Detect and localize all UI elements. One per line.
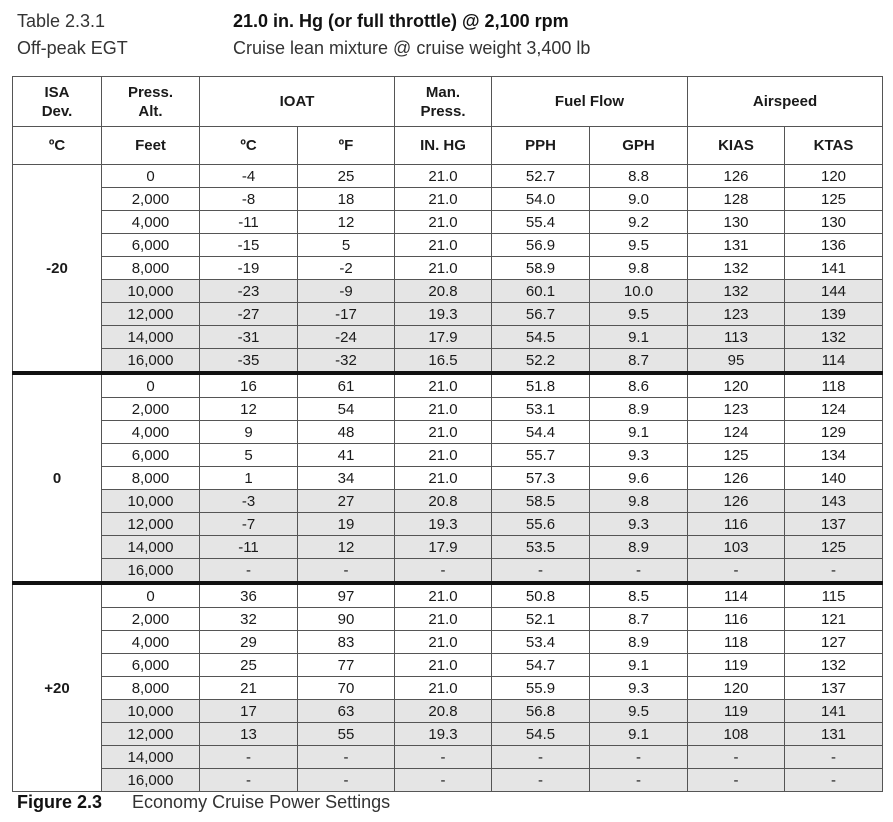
table-row — [13, 677, 883, 700]
table-cell: 8.9 — [590, 631, 688, 654]
table-cell: 12,000 — [102, 723, 200, 746]
table-cell: - — [395, 746, 492, 769]
table-row — [13, 349, 883, 374]
table-row — [13, 398, 883, 421]
table-cell: 141 — [785, 700, 883, 723]
table-cell: 9.3 — [590, 677, 688, 700]
table-cell: - — [200, 559, 298, 584]
table-cell: -7 — [200, 513, 298, 536]
table-row — [13, 234, 883, 257]
table-cell: 53.1 — [492, 398, 590, 421]
table-cell: 12 — [200, 398, 298, 421]
table-cell: 115 — [785, 583, 883, 608]
table-cell: 16.5 — [395, 349, 492, 374]
table-cell: 0 — [102, 583, 200, 608]
table-cell: 21.0 — [395, 444, 492, 467]
table-row — [13, 513, 883, 536]
table-cell: 29 — [200, 631, 298, 654]
table-cell: -4 — [200, 165, 298, 188]
figure-caption — [17, 790, 390, 814]
table-cell: 130 — [688, 211, 785, 234]
table-cell: 10,000 — [102, 280, 200, 303]
table-cell: -15 — [200, 234, 298, 257]
table-cell: -27 — [200, 303, 298, 326]
table-row — [13, 723, 883, 746]
table-cell: 32 — [200, 608, 298, 631]
table-cell: 19 — [298, 513, 395, 536]
table-cell: 21.0 — [395, 165, 492, 188]
unit-kias: KIAS — [688, 127, 785, 165]
table-cell: 41 — [298, 444, 395, 467]
table-cell: 55.4 — [492, 211, 590, 234]
table-cell: -19 — [200, 257, 298, 280]
table-cell: 134 — [785, 444, 883, 467]
table-cell: 14,000 — [102, 746, 200, 769]
table-cell: 21.0 — [395, 234, 492, 257]
unit-ioat-c: ºC — [200, 127, 298, 165]
table-cell: 6,000 — [102, 234, 200, 257]
table-body — [13, 165, 883, 792]
table-cell: 125 — [785, 188, 883, 211]
unit-ioat-f: ºF — [298, 127, 395, 165]
table-cell: 129 — [785, 421, 883, 444]
table-cell: 77 — [298, 654, 395, 677]
table-cell: 9.1 — [590, 654, 688, 677]
table-cell: 53.4 — [492, 631, 590, 654]
table-cell: 121 — [785, 608, 883, 631]
table-cell: 21.0 — [395, 211, 492, 234]
table-cell: 21 — [200, 677, 298, 700]
table-cell: 5 — [298, 234, 395, 257]
table-cell: - — [492, 769, 590, 792]
unit-in-hg: IN. HG — [395, 127, 492, 165]
table-cell: 118 — [785, 373, 883, 398]
table-cell: 113 — [688, 326, 785, 349]
table-cell: 52.2 — [492, 349, 590, 374]
table-row — [13, 559, 883, 584]
table-cell: 8,000 — [102, 467, 200, 490]
table-row — [13, 373, 883, 398]
table-cell: 137 — [785, 677, 883, 700]
table-cell: 63 — [298, 700, 395, 723]
table-cell: -17 — [298, 303, 395, 326]
table-cell: 9.3 — [590, 513, 688, 536]
table-row — [13, 211, 883, 234]
isa-dev-cell: -20 — [13, 165, 102, 374]
table-cell: 21.0 — [395, 467, 492, 490]
table-cell: 20.8 — [395, 280, 492, 303]
table-cell: -32 — [298, 349, 395, 374]
col-ioat: IOAT — [200, 77, 395, 127]
table-cell: 57.3 — [492, 467, 590, 490]
table-header-left — [17, 8, 128, 62]
table-cell: 8.7 — [590, 349, 688, 374]
table-cell: 137 — [785, 513, 883, 536]
table-cell: - — [492, 559, 590, 584]
table-cell: 70 — [298, 677, 395, 700]
table-row — [13, 769, 883, 792]
table-cell: 2,000 — [102, 398, 200, 421]
unit-gph: GPH — [590, 127, 688, 165]
table-cell: -9 — [298, 280, 395, 303]
table-row — [13, 631, 883, 654]
table-cell: 34 — [298, 467, 395, 490]
table-cell: 9.5 — [590, 700, 688, 723]
table-cell: 17.9 — [395, 536, 492, 559]
cruise-power-table — [12, 76, 883, 792]
table-cell: 55.6 — [492, 513, 590, 536]
table-cell: 18 — [298, 188, 395, 211]
table-row — [13, 536, 883, 559]
table-cell: 144 — [785, 280, 883, 303]
table-cell: 114 — [785, 349, 883, 374]
table-cell: 140 — [785, 467, 883, 490]
table-cell: 6,000 — [102, 654, 200, 677]
table-cell: 136 — [785, 234, 883, 257]
col-press-alt-label: Press. Alt. — [127, 83, 174, 120]
table-cell: 56.7 — [492, 303, 590, 326]
table-cell: 120 — [688, 373, 785, 398]
table-cell: 16,000 — [102, 769, 200, 792]
table-cell: 9.2 — [590, 211, 688, 234]
table-cell: 54.7 — [492, 654, 590, 677]
table-cell: 21.0 — [395, 257, 492, 280]
table-cell: 2,000 — [102, 188, 200, 211]
table-cell: 54.5 — [492, 723, 590, 746]
table-cell: 16 — [200, 373, 298, 398]
table-cell: 21.0 — [395, 608, 492, 631]
table-cell: 10,000 — [102, 700, 200, 723]
table-cell: 13 — [200, 723, 298, 746]
table-cell: - — [590, 746, 688, 769]
table-row — [13, 746, 883, 769]
table-cell: 54.5 — [492, 326, 590, 349]
table-row — [13, 608, 883, 631]
table-cell: 17 — [200, 700, 298, 723]
table-cell: 9.8 — [590, 490, 688, 513]
table-cell: 14,000 — [102, 536, 200, 559]
table-cell: 95 — [688, 349, 785, 374]
table-cell: - — [590, 559, 688, 584]
table-cell: 8.7 — [590, 608, 688, 631]
unit-isa-c: ºC — [13, 127, 102, 165]
table-row — [13, 444, 883, 467]
table-cell: 55 — [298, 723, 395, 746]
table-cell: 25 — [298, 165, 395, 188]
table-cell: 36 — [200, 583, 298, 608]
table-cell: 16,000 — [102, 349, 200, 374]
table-cell: 9.6 — [590, 467, 688, 490]
table-cell: 1 — [200, 467, 298, 490]
table-cell: 6,000 — [102, 444, 200, 467]
table-cell: 131 — [785, 723, 883, 746]
isa-dev-cell: +20 — [13, 583, 102, 792]
table-cell: 12,000 — [102, 303, 200, 326]
table-cell: 53.5 — [492, 536, 590, 559]
table-cell: 61 — [298, 373, 395, 398]
table-cell: 52.7 — [492, 165, 590, 188]
unit-pph: PPH — [492, 127, 590, 165]
table-cell: 25 — [200, 654, 298, 677]
col-man-press-label: Man. Press. — [420, 83, 466, 120]
table-cell: 12 — [298, 211, 395, 234]
table-cell: 126 — [688, 165, 785, 188]
table-row — [13, 490, 883, 513]
table-cell: 132 — [785, 326, 883, 349]
table-cell: - — [688, 559, 785, 584]
table-cell: 9.8 — [590, 257, 688, 280]
table-cell: 8.9 — [590, 398, 688, 421]
table-cell: 8.5 — [590, 583, 688, 608]
table-cell: 21.0 — [395, 654, 492, 677]
table-cell: 8,000 — [102, 257, 200, 280]
table-cell: 12,000 — [102, 513, 200, 536]
table-cell: 116 — [688, 513, 785, 536]
table-cell: 9.1 — [590, 723, 688, 746]
table-cell: - — [785, 769, 883, 792]
table-cell: 21.0 — [395, 398, 492, 421]
table-cell: 127 — [785, 631, 883, 654]
table-cell: 21.0 — [395, 373, 492, 398]
table-cell: 12 — [298, 536, 395, 559]
table-cell: 54.0 — [492, 188, 590, 211]
table-cell: 124 — [688, 421, 785, 444]
table-cell: 14,000 — [102, 326, 200, 349]
table-cell: - — [298, 769, 395, 792]
table-cell: 21.0 — [395, 677, 492, 700]
table-cell: 51.8 — [492, 373, 590, 398]
table-cell: 58.5 — [492, 490, 590, 513]
table-cell: 19.3 — [395, 303, 492, 326]
table-cell: 131 — [688, 234, 785, 257]
table-cell: 119 — [688, 700, 785, 723]
table-cell: 0 — [102, 373, 200, 398]
col-fuel-flow: Fuel Flow — [492, 77, 688, 127]
table-cell: -24 — [298, 326, 395, 349]
table-cell: -3 — [200, 490, 298, 513]
table-cell: 56.8 — [492, 700, 590, 723]
table-cell: 132 — [688, 280, 785, 303]
table-cell: -11 — [200, 211, 298, 234]
table-cell: 9 — [200, 421, 298, 444]
table-row — [13, 326, 883, 349]
table-cell: 10,000 — [102, 490, 200, 513]
unit-ktas: KTAS — [785, 127, 883, 165]
table-cell: 20.8 — [395, 490, 492, 513]
table-cell: 97 — [298, 583, 395, 608]
header-row-units — [13, 127, 883, 165]
table-cell: 120 — [785, 165, 883, 188]
table-cell: 118 — [688, 631, 785, 654]
table-cell: 8.9 — [590, 536, 688, 559]
table-cell: 120 — [688, 677, 785, 700]
table-cell: 128 — [688, 188, 785, 211]
col-man-press — [395, 77, 492, 127]
table-cell: 9.3 — [590, 444, 688, 467]
table-cell: -8 — [200, 188, 298, 211]
table-cell: 143 — [785, 490, 883, 513]
table-cell: 54.4 — [492, 421, 590, 444]
table-cell: -31 — [200, 326, 298, 349]
col-isa-dev — [13, 77, 102, 127]
table-cell: 103 — [688, 536, 785, 559]
table-cell: 0 — [102, 165, 200, 188]
table-cell: 9.1 — [590, 421, 688, 444]
table-cell: 27 — [298, 490, 395, 513]
table-cell: 10.0 — [590, 280, 688, 303]
table-title: 21.0 in. Hg (or full throttle) @ 2,100 rpm — [233, 11, 569, 31]
table-cell: 21.0 — [395, 188, 492, 211]
table-cell: 132 — [785, 654, 883, 677]
table-cell: - — [298, 746, 395, 769]
table-row — [13, 188, 883, 211]
table-cell: 50.8 — [492, 583, 590, 608]
table-label: Table 2.3.1 — [17, 11, 106, 31]
table-cell: - — [395, 559, 492, 584]
unit-feet: Feet — [102, 127, 200, 165]
table-cell: 20.8 — [395, 700, 492, 723]
table-cell: - — [590, 769, 688, 792]
table-cell: 9.1 — [590, 326, 688, 349]
table-row — [13, 421, 883, 444]
table-cell: 90 — [298, 608, 395, 631]
table-cell: 9.5 — [590, 234, 688, 257]
isa-dev-cell: 0 — [13, 373, 102, 583]
table-cell: 54 — [298, 398, 395, 421]
table-cell: 56.9 — [492, 234, 590, 257]
table-cell: 52.1 — [492, 608, 590, 631]
table-cell: 60.1 — [492, 280, 590, 303]
table-cell: 4,000 — [102, 421, 200, 444]
table-cell: 4,000 — [102, 211, 200, 234]
table-cell: 5 — [200, 444, 298, 467]
table-cell: 9.5 — [590, 303, 688, 326]
table-cell: 17.9 — [395, 326, 492, 349]
table-cell: - — [200, 746, 298, 769]
table-cell: 8,000 — [102, 677, 200, 700]
table-cell: - — [688, 769, 785, 792]
table-cell: 116 — [688, 608, 785, 631]
table-cell: -35 — [200, 349, 298, 374]
table-cell: 16,000 — [102, 559, 200, 584]
table-cell: - — [200, 769, 298, 792]
col-press-alt — [102, 77, 200, 127]
table-cell: 126 — [688, 467, 785, 490]
table-row — [13, 467, 883, 490]
figure-label: Figure 2.3 — [17, 792, 103, 812]
table-cell: 4,000 — [102, 631, 200, 654]
table-cell: 132 — [688, 257, 785, 280]
table-cell: 126 — [688, 490, 785, 513]
table-cell: 123 — [688, 303, 785, 326]
table-row — [13, 654, 883, 677]
table-cell: 130 — [785, 211, 883, 234]
table-subtitle-left: Off-peak EGT — [17, 38, 128, 58]
col-airspeed: Airspeed — [688, 77, 883, 127]
table-cell: 48 — [298, 421, 395, 444]
table-cell: 8.6 — [590, 373, 688, 398]
table-cell: 114 — [688, 583, 785, 608]
table-cell: -23 — [200, 280, 298, 303]
table-row — [13, 700, 883, 723]
table-cell: - — [785, 746, 883, 769]
table-cell: 139 — [785, 303, 883, 326]
table-cell: - — [688, 746, 785, 769]
table-row — [13, 257, 883, 280]
table-cell: 124 — [785, 398, 883, 421]
table-subtitle: Cruise lean mixture @ cruise weight 3,400 lb — [233, 38, 591, 58]
table-cell: - — [395, 769, 492, 792]
table-cell: 21.0 — [395, 631, 492, 654]
table-cell: 55.9 — [492, 677, 590, 700]
table-cell: 21.0 — [395, 421, 492, 444]
table-cell: - — [492, 746, 590, 769]
table-cell: - — [785, 559, 883, 584]
table-cell: 8.8 — [590, 165, 688, 188]
table-row — [13, 303, 883, 326]
table-cell: 141 — [785, 257, 883, 280]
table-header-right — [233, 8, 590, 62]
table-cell: 9.0 — [590, 188, 688, 211]
table-cell: 83 — [298, 631, 395, 654]
table-cell: 123 — [688, 398, 785, 421]
table-cell: -2 — [298, 257, 395, 280]
table-cell: 58.9 — [492, 257, 590, 280]
table-cell: 55.7 — [492, 444, 590, 467]
table-cell: 19.3 — [395, 723, 492, 746]
header-row-1 — [13, 77, 883, 127]
table-cell: 2,000 — [102, 608, 200, 631]
col-isa-dev-label: ISA Dev. — [41, 83, 73, 120]
table-cell: 19.3 — [395, 513, 492, 536]
table-cell: - — [298, 559, 395, 584]
table-row — [13, 583, 883, 608]
table-cell: 125 — [785, 536, 883, 559]
table-cell: 108 — [688, 723, 785, 746]
table-row — [13, 165, 883, 188]
figure-caption-text: Economy Cruise Power Settings — [132, 792, 391, 812]
table-cell: 119 — [688, 654, 785, 677]
table-cell: -11 — [200, 536, 298, 559]
table-cell: 125 — [688, 444, 785, 467]
table-row — [13, 280, 883, 303]
table-cell: 21.0 — [395, 583, 492, 608]
